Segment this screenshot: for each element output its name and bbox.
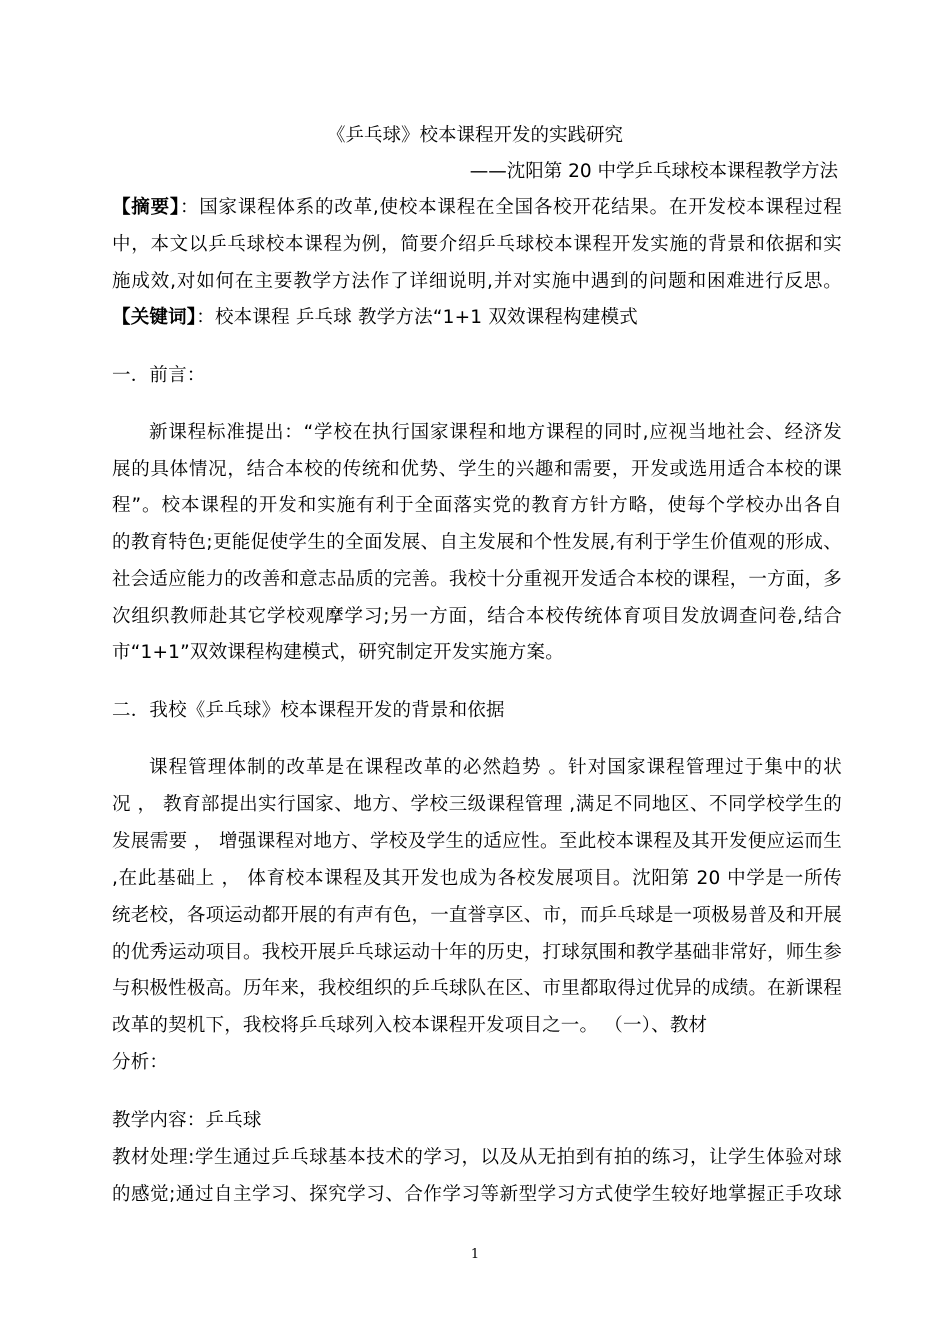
- paragraph-line: 展的具体情况，结合本校的传统和优势、学生的兴趣和需要，开发或选用适合本校的课: [112, 459, 842, 480]
- abstract-line-2: 中，本文以乒乓球校本课程为例，简要介绍乒乓球校本课程开发实施的背景和依据和实: [112, 234, 842, 255]
- paragraph-line: 与积极性极高。历年来，我校组织的乒乓球队在区、市里都取得过优异的成绩。在新课程: [112, 978, 842, 999]
- abstract-text: ：国家课程体系的改革,使校本课程在全国各校开花结果。在开发校本课程过程: [179, 197, 842, 218]
- abstract-line-1: [112, 196, 842, 220]
- document-subtitle: ——沈阳第 20 中学乒乓球校本课程教学方法: [469, 161, 838, 182]
- paragraph-line: 社会适应能力的改善和意志品质的完善。我校十分重视开发适合本校的课程，一方面，多: [112, 569, 842, 590]
- paragraph-line: 程”。校本课程的开发和实施有利于全面落实党的教育方针方略，使每个学校办出各自: [112, 495, 842, 516]
- paragraph-line: ,在此基础上 ， 体育校本课程及其开发也成为各校发展项目。沈阳第 20 中学是一所传: [112, 868, 842, 889]
- keywords-text: ：校本课程 乒乓球 教学方法“1+1 双效课程构建模式: [196, 307, 638, 328]
- paragraph-line: 分析：: [112, 1052, 169, 1073]
- teaching-content-line: 教学内容：乒乓球: [112, 1110, 262, 1131]
- abstract-label: 【摘要】: [112, 197, 180, 218]
- abstract-line-3: 施成效,对如何在主要教学方法作了详细说明,并对实施中遇到的问题和困难进行反思。: [112, 271, 842, 292]
- page-number: 1: [470, 1247, 480, 1262]
- keywords-label: 【关键词】: [112, 307, 197, 328]
- material-line: 的感觉;通过自主学习、探究学习、合作学习等新型学习方式使学生较好地掌握正手攻球: [112, 1184, 842, 1205]
- paragraph-line: 发展需要 ， 增强课程对地方、学校及学生的适应性。至此校本课程及其开发便应运而生: [112, 831, 842, 852]
- keywords-line: [112, 306, 842, 330]
- document-title: 《乒乓球》校本课程开发的实践研究: [326, 125, 623, 146]
- paragraph-line: 新课程标准提出：“学校在执行国家课程和地方课程的同时,应视当地社会、经济发: [149, 422, 842, 443]
- section-heading-preface: 一．前言：: [112, 365, 206, 386]
- paragraph-line: 况 ， 教育部提出实行国家、地方、学校三级课程管理 ,满足不同地区、不同学校学生的: [112, 794, 842, 815]
- paragraph-line: 市“1+1”双效课程构建模式，研究制定开发实施方案。: [112, 642, 564, 663]
- paragraph-line: 的教育特色;更能促使学生的全面发展、自主发展和个性发展,有利于学生价值观的形成、: [112, 532, 842, 553]
- paragraph-line: 课程管理体制的改革是在课程改革的必然趋势 。针对国家课程管理过于集中的状: [149, 757, 842, 778]
- material-line: 教材处理:学生通过乒乓球基本技术的学习，以及从无拍到有拍的练习，让学生体验对球: [112, 1147, 842, 1168]
- paragraph-line: 次组织教师赴其它学校观摩学习;另一方面，结合本校传统体育项目发放调查问卷,结合: [112, 606, 842, 627]
- paragraph-line: 的优秀运动项目。我校开展乒乓球运动十年的历史，打球氛围和教学基础非常好，师生参: [112, 942, 842, 963]
- paragraph-line: 改革的契机下，我校将乒乓球列入校本课程开发项目之一。 （一）、教材: [112, 1015, 708, 1036]
- paragraph-line: 统老校，各项运动都开展的有声有色，一直誉享区、市，而乒乓球是一项极易普及和开展: [112, 905, 842, 926]
- section-heading-background: 二．我校《乒乓球》校本课程开发的背景和依据: [112, 700, 505, 721]
